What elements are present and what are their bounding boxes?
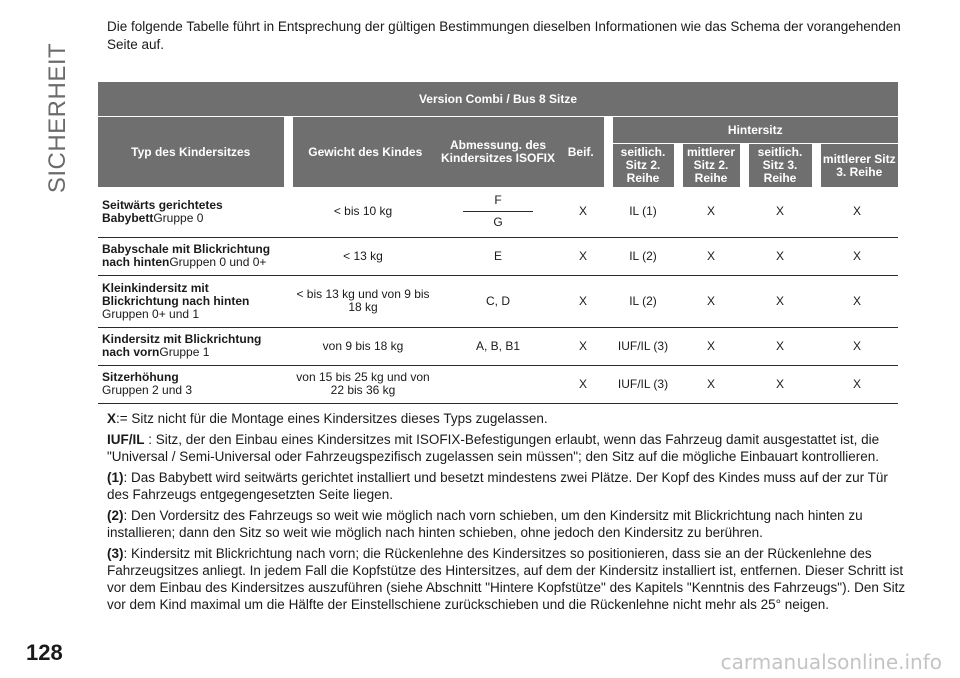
note-text: : Das Babybett wird seitwärts gerichtet installiert und besetzt mindestens zwei Plätze. Der Kopf des Kindes muss auf der zur Tür des Fahrzeugs entgegengesetzten Seite liegen. (107, 470, 888, 502)
rear-cell: IL (1) (608, 187, 678, 237)
table-row (98, 365, 898, 403)
seat-type-name: Babyschale mit Blickrichtung nach hinten (102, 242, 271, 269)
note-key: (3) (107, 546, 124, 561)
header-rear-seat: Hintersitz (608, 117, 898, 144)
note-key: X (107, 411, 117, 426)
dimension-cell: C, D (438, 275, 558, 327)
dimension-top: F (494, 193, 502, 208)
rear-cell: X (678, 237, 744, 275)
note-3 (107, 545, 907, 613)
rear-cell: X (816, 187, 898, 237)
weight-cell: von 15 bis 25 kg und von 22 bis 36 kg (288, 365, 438, 403)
weight-cell: von 9 bis 18 kg (288, 327, 438, 365)
rear-cell: X (678, 327, 744, 365)
front-seat-cell: X (558, 187, 608, 237)
seat-type-cell (98, 187, 288, 237)
rear-cell: IL (2) (608, 237, 678, 275)
header-front-seat: Beif. (558, 117, 608, 188)
header-weight: Gewicht des Kindes (288, 117, 438, 188)
rear-cell: X (744, 187, 816, 237)
rear-cell: IUF/IL (3) (608, 327, 678, 365)
rear-cell: X (678, 365, 744, 403)
seat-type-name: Kleinkindersitz mit Blickrichtung nach hinten (102, 280, 250, 308)
dimension-cell: A, B, B1 (438, 327, 558, 365)
note-iufil (107, 431, 907, 465)
rear-cell: X (744, 365, 816, 403)
note-key: (2) (107, 508, 124, 523)
seat-type-name: Kindersitz mit Blickrichtung nach vorn (102, 332, 262, 359)
child-seat-table (98, 82, 898, 404)
table-row (98, 275, 898, 327)
note-key: IUF/IL (107, 432, 145, 447)
note-text: := Sitz nicht für die Montage eines Kindersitzes dieses Typs zugelassen. (116, 411, 548, 426)
dimension-divider (463, 211, 533, 212)
seat-type-cell (98, 365, 288, 403)
page-number: 128 (26, 640, 63, 665)
rear-cell: X (744, 237, 816, 275)
note-text: : Den Vordersitz des Fahrzeugs so weit wie möglich nach vorn schieben, um den Kindersitz mit Blickrichtung nach hinten zu installieren; dann den Sitz so weit wie möglich nach hinten schieben, ohne jedoch den Kindersitz zu berühren. (107, 508, 863, 540)
section-label: SICHERHEIT (44, 42, 71, 194)
rear-cell: X (816, 275, 898, 327)
front-seat-cell: X (558, 237, 608, 275)
rear-cell: IL (2) (608, 275, 678, 327)
rear-cell: X (816, 327, 898, 365)
weight-cell: < 13 kg (288, 237, 438, 275)
front-seat-cell: X (558, 275, 608, 327)
table-row (98, 237, 898, 275)
table-row (98, 327, 898, 365)
front-seat-cell: X (558, 365, 608, 403)
header-type: Typ des Kindersitzes (98, 117, 288, 188)
seat-type-name: Seitwärts gerichtetes Babybett (102, 197, 223, 225)
header-rear-col: seitlich. Sitz 2. Reihe (608, 144, 678, 188)
header-rear-col: seitlich. Sitz 3. Reihe (744, 144, 816, 188)
front-seat-cell: X (558, 327, 608, 365)
header-dimension: Abmessung. des Kindersitzes ISOFIX (438, 117, 558, 188)
table-title: Version Combi / Bus 8 Sitze (98, 82, 898, 117)
intro-paragraph: Die folgende Tabelle führt in Entsprechung der gültigen Bestimmungen dieselben Informationen wie das Schema der vorangehenden Seite auf. (107, 19, 901, 52)
note-1 (107, 469, 907, 503)
dimension-bottom: G (493, 215, 503, 230)
seat-type-cell (98, 237, 288, 275)
dimension-cell (438, 365, 558, 403)
rear-cell: X (816, 237, 898, 275)
note-x (107, 410, 907, 427)
seat-type-group: Gruppen 0+ und 1 (102, 306, 200, 321)
rear-cell: X (744, 327, 816, 365)
header-rear-col: mittlerer Sitz 3. Reihe (816, 144, 898, 188)
rear-cell: IUF/IL (3) (608, 365, 678, 403)
rear-cell: X (678, 275, 744, 327)
seat-type-cell (98, 327, 288, 365)
note-key: (1) (107, 470, 124, 485)
seat-type-group: Gruppe 1 (159, 345, 210, 359)
note-text: : Kindersitz mit Blickrichtung nach vorn; die Rückenlehne des Kindersitzes so positionieren, dass sie an der Rückenlehne des Fahrzeugsitzes anliegt. In jedem Fall die Kopfstütze des Hintersitzes, auf dem der Kindersitz installiert ist, entfernen. Dieser Schritt ist vor dem Einbau des Kindersitzes auszuführen (siehe Abschnitt "Hintere Kopfstütze" des Kapitels "Kenntnis des Fahrzeugs"). Den Sitz vor dem Kind maximal um die Hälfte der Einstellschiene zurückschieben und die Rückenlehne nicht mehr als 25° neigen. (107, 546, 906, 612)
note-2 (107, 507, 907, 541)
dimension-cell (438, 187, 558, 237)
seat-type-cell (98, 275, 288, 327)
weight-cell: < bis 10 kg (288, 187, 438, 237)
legend-notes (107, 410, 907, 617)
weight-cell: < bis 13 kg und von 9 bis 18 kg (288, 275, 438, 327)
seat-type-group: Gruppen 0 und 0+ (169, 255, 267, 269)
watermark: carmanualsonline.info (720, 650, 942, 674)
header-rear-col: mittlerer Sitz 2. Reihe (678, 144, 744, 188)
seat-type-name: Sitzerhöhung (102, 370, 179, 384)
dimension-cell: E (438, 237, 558, 275)
seat-type-group: Gruppen 2 und 3 (102, 383, 193, 397)
table-row (98, 187, 898, 237)
rear-cell: X (816, 365, 898, 403)
rear-cell: X (678, 187, 744, 237)
rear-cell: X (744, 275, 816, 327)
seat-type-group: Gruppe 0 (153, 210, 204, 225)
note-text: : Sitz, der den Einbau eines Kindersitzes mit ISOFIX-Befestigungen erlaubt, wenn das Fahrzeug damit ausgestattet ist, die "Universal / Semi-Universal oder Fahrzeugspezifisch zugelassen sein müssen"; den Sitz auf die mögliche Einbauart kontrollieren. (107, 432, 880, 464)
